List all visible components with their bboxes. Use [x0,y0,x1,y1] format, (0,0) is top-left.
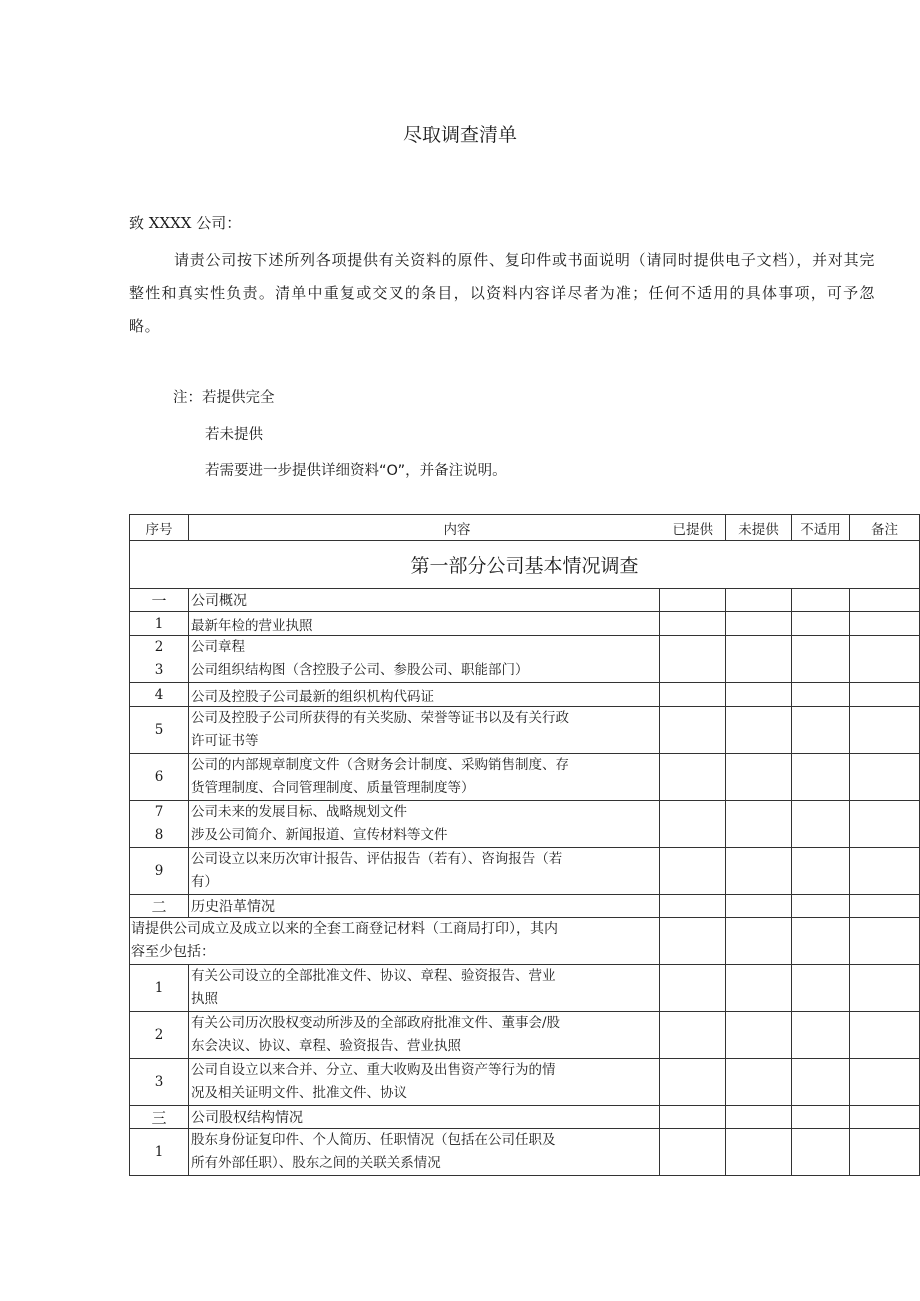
cell-na [792,1129,850,1176]
item-no: 4 [130,683,189,707]
cell-not-provided [726,1129,792,1176]
item-no: 9 [130,848,189,895]
section-note-line-a: 请提供公司成立及成立以来的全套工商登记材料（工商局打印），其内 [131,921,558,937]
cell-remark [850,1059,920,1106]
header-no: 序号 [130,515,189,541]
item-line-b: 许可证书等 [191,733,259,749]
cell-not-provided [726,707,792,754]
item-line-a: 股东身份证复印件、个人简历、任职情况（包括在公司任职及 [191,1132,556,1148]
cell-na [792,683,850,707]
cell-na [792,589,850,612]
cell-not-provided [726,1106,792,1129]
cell-remark [850,1129,920,1176]
item-line-b: 况及相关证明文件、批准文件、协议 [191,1085,407,1101]
cell-na [792,895,850,918]
cell-not-provided [726,612,792,636]
table-row [130,612,920,636]
table-row [130,754,920,801]
section-note-row [130,918,920,965]
cell-provided [660,1059,726,1106]
item-no: 6 [130,754,189,801]
section-row [130,895,920,918]
item-no: 1 [130,612,189,636]
cell-na [792,848,850,895]
note-further-details: 若需要进一步提供详细资料“O”，并备注说明。 [205,463,507,479]
cell-not-provided [726,1012,792,1059]
cell-not-provided [726,754,792,801]
table-row [130,683,920,707]
item-line-b: 执照 [191,991,218,1007]
table-row [130,1059,920,1106]
note-complete: 注：若提供完全 [173,390,275,406]
cell-provided [660,848,726,895]
part-title-row [130,541,920,589]
item-line-a: 公司及控股子公司所获得的有关奖励、荣誉等证书以及有关行政 [191,710,569,726]
cell-provided [660,965,726,1012]
item-no: 2 [130,1012,189,1059]
table-row [130,965,920,1012]
cell-remark [850,683,920,707]
cell-not-provided [726,589,792,612]
cell-na [792,1106,850,1129]
cell-na [792,754,850,801]
cell-remark [850,754,920,801]
cell-not-provided [726,636,792,683]
item-content [189,707,660,754]
header-content [189,515,726,541]
item-line-b: 货管理制度、合同管理制度、质量管理制度等） [191,780,475,796]
item-line-a: 公司设立以来历次审计报告、评估报告（若有）、咨询报告（若 [191,851,563,867]
note-not-provided: 若未提供 [205,427,263,443]
item-line-b: 有） [191,874,218,890]
intro-paragraph: 请责公司按下述所列各项提供有关资料的原件、复印件或书面说明（请同时提供电子文档），并对其完整性和真实性负责。清单中重复或交叉的条目，以资料内容详尽者为准；任何不适用的具体事项，可予忽略。 [129,251,875,335]
item-line-b: 东会决议、协议、章程、验资报告、营业执照 [191,1038,461,1054]
section-title: 公司股权结构情况 [189,1106,660,1129]
item-no-a: 2 [154,639,164,655]
header-not-provided: 未提供 [726,515,792,541]
cell-remark [850,918,920,965]
item-content [189,801,660,848]
cell-remark [850,1106,920,1129]
cell-remark [850,1012,920,1059]
cell-remark [850,848,920,895]
item-line-a: 公司未来的发展目标、战略规划文件 [191,804,407,820]
item-content [189,1059,660,1106]
cell-not-provided [726,965,792,1012]
item-content [189,848,660,895]
table-row [130,801,920,848]
cell-na [792,1059,850,1106]
cell-not-provided [726,683,792,707]
cell-remark [850,589,920,612]
section-note-line-b: 容至少包括： [131,944,215,960]
cell-provided [660,1129,726,1176]
section-note [130,918,660,965]
item-line-a: 有关公司历次股权变动所涉及的全部政府批准文件、董事会/股 [191,1015,561,1031]
cell-provided [660,801,726,848]
cell-na [792,612,850,636]
item-line-a: 公司章程 [191,639,245,655]
section-no: 二 [130,895,189,918]
cell-provided [660,1012,726,1059]
cell-na [792,965,850,1012]
cell-provided [660,636,726,683]
header-provided: 已提供 [672,521,713,538]
item-line-a: 公司自设立以来合并、分立、重大收购及出售资产等行为的情 [191,1062,556,1078]
table-row [130,848,920,895]
item-content [189,636,660,683]
cell-not-provided [726,918,792,965]
item-no-b: 3 [154,662,164,678]
table-row [130,1129,920,1176]
cell-provided [660,612,726,636]
item-line-a: 公司的内部规章制度文件（含财务会计制度、采购销售制度、存 [191,757,569,773]
cell-na [792,918,850,965]
cell-not-provided [726,801,792,848]
cell-na [792,707,850,754]
item-no: 5 [130,707,189,754]
cell-remark [850,636,920,683]
cell-provided [660,918,726,965]
item-content [189,754,660,801]
table-row [130,1012,920,1059]
cell-na [792,801,850,848]
item-content [189,965,660,1012]
item-no: 3 [130,1059,189,1106]
cell-provided [660,895,726,918]
cell-remark [850,895,920,918]
part-title: 第一部分公司基本情况调查 [130,541,920,589]
section-title: 公司概况 [189,589,660,612]
cell-remark [850,801,920,848]
header-content-label: 内容 [443,521,471,538]
item-line-b: 所有外部任职）、股东之间的关联关系情况 [191,1155,441,1171]
item-line-b: 涉及公司简介、新闻报道、宣传材料等文件 [191,827,448,843]
document-title: 尽取调查清单 [402,124,517,146]
due-diligence-table [129,514,920,1176]
cell-provided [660,707,726,754]
addressee: 致 XXXX 公司： [129,214,242,232]
item-no-a: 7 [154,804,164,820]
section-row [130,589,920,612]
item-line-a: 有关公司设立的全部批准文件、协议、章程、验资报告、营业 [191,968,556,984]
cell-na [792,1012,850,1059]
cell-remark [850,612,920,636]
section-title: 历史沿革情况 [189,895,660,918]
item-no: 1 [130,965,189,1012]
item-content: 最新年检的营业执照 [189,612,660,636]
item-no: 1 [130,1129,189,1176]
section-no: 三 [130,1106,189,1129]
cell-remark [850,965,920,1012]
item-content [189,1129,660,1176]
cell-not-provided [726,1059,792,1106]
table-header-row [130,515,920,541]
header-remark: 备注 [850,515,920,541]
cell-provided [660,1106,726,1129]
table-row [130,636,920,683]
cell-provided [660,754,726,801]
item-no-b: 8 [154,827,164,843]
item-content: 公司及控股子公司最新的组织机构代码证 [189,683,660,707]
section-row [130,1106,920,1129]
cell-na [792,636,850,683]
cell-not-provided [726,895,792,918]
item-no [130,636,189,683]
table-row [130,707,920,754]
cell-remark [850,707,920,754]
cell-provided [660,589,726,612]
cell-not-provided [726,848,792,895]
item-no [130,801,189,848]
cell-provided [660,683,726,707]
header-not-applicable: 不适用 [792,515,850,541]
item-content [189,1012,660,1059]
section-no: 一 [130,589,189,612]
item-line-b: 公司组织结构图（含控股子公司、参股公司、职能部门） [191,662,529,678]
